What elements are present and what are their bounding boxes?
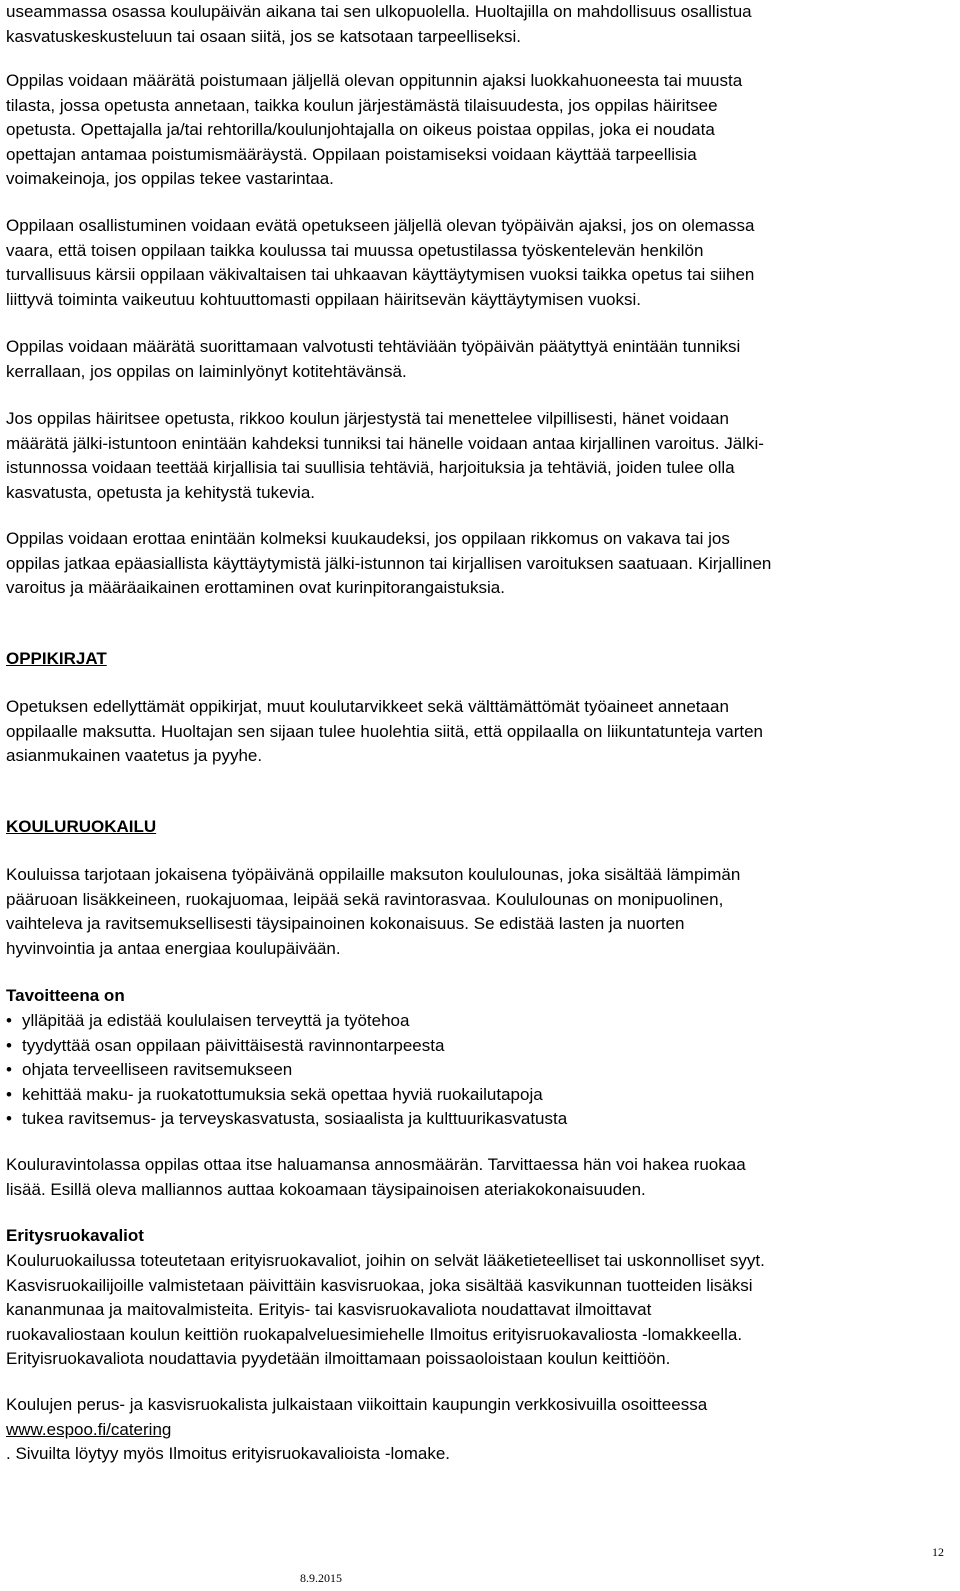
text-line: liittyvä toiminta vaikeutuu kohtuuttomasti oppilaan häiritsevän käyttäytymisen vuoksi. — [6, 289, 641, 309]
text-line: Kouluravintolassa oppilas ottaa itse haluamansa annosmäärän. Tarvittaessa hän voi hakea ruokaa — [6, 1155, 746, 1174]
bullet-icon: • — [6, 1109, 12, 1128]
text-line — [6, 1418, 946, 1467]
paragraph-suspension — [6, 527, 946, 601]
paragraph-school-lunch — [6, 863, 946, 961]
text-line: Erityisruokavaliota noudattavia pyydetään ilmoittamaan poissaoloistaan koulun keittiöön. — [6, 1349, 671, 1368]
list-item-text: tyydyttää osan oppilaan päivittäisestä ravinnontarpeesta — [22, 1035, 445, 1055]
section-heading-kouluruokailu: KOULURUOKAILU — [6, 817, 157, 836]
goals-list — [6, 1009, 946, 1132]
section-heading-oppikirjat: OPPIKIRJAT — [6, 649, 107, 668]
bullet-icon: • — [6, 1084, 12, 1104]
text-line: kananmunaa ja maitovalmisteita. Erityis- tai kasvisruokavaliota noudattavat ilmoittavat — [6, 1300, 652, 1319]
subheading-special-diets: Eritysruokavaliot — [6, 1226, 144, 1245]
text-line: hyvinvointia ja antaa energiaa koulupäivään. — [6, 938, 341, 958]
paragraph-special-diets — [6, 1249, 946, 1372]
text-line: oppilas jatkaa epäasiallista käyttäytymistä jälki-istunnon tai kirjallisen varoituksen saatuaan. Kirjallinen — [6, 553, 772, 573]
text-line: kasvatuskeskusteluun tai osaan siitä, jos se katsotaan tarpeelliseksi. — [6, 26, 521, 46]
text-line: varoitus ja määräaikainen erottaminen ovat kurinpitorangaistuksia. — [6, 578, 505, 597]
text-line: Kouluruokailussa toteutetaan erityisruokavaliot, joihin on selvät lääketieteelliset tai uskonnolliset syyt. — [6, 1251, 765, 1270]
text-line: Opetuksen edellyttämät oppikirjat, muut koulutarvikkeet sekä välttämättömät työaineet annetaan — [6, 697, 729, 716]
subheading-goals: Tavoitteena on — [6, 986, 125, 1005]
text-line: kerrallaan, jos oppilas on laiminlyönyt kotitehtävänsä. — [6, 361, 407, 381]
list-item — [6, 1083, 946, 1108]
text-line: lisää. Esillä oleva malliannos auttaa kokoamaan täysipainoisen ateriakokonaisuuden. — [6, 1179, 646, 1199]
text-line: pääruoan lisäkkeineen, ruokajuomaa, leipää sekä ravintorasvaa. Koululounas on monipuolinen, — [6, 889, 724, 909]
text-line: ruokavaliostaan koulun keittiön ruokapalveluesimiehelle Ilmoitus erityisruokavaliosta -lomakkeella. — [6, 1324, 743, 1344]
list-item-text: tukea ravitsemus- ja terveyskasvatusta, sosiaalista ja kulttuurikasvatusta — [22, 1109, 568, 1128]
footer-date: 8.9.2015 — [300, 1571, 342, 1585]
text-line: oppilaalle maksutta. Huoltajan sen sijaan tulee huolehtia siitä, että oppilaalla on liikuntatunteja varten — [6, 721, 763, 741]
text-line: istunnossa voidaan teettää kirjallisia tai suullisia tehtäviä, harjoituksia ja tehtäviä, joiden tulee olla — [6, 458, 735, 477]
text-line: Oppilas voidaan määrätä suorittamaan valvotusti tehtäviään työpäivän päätyttyä enintään tunniksi — [6, 337, 741, 356]
text-line: opettajan antamaa poistumismääräystä. Oppilaan poistamiseksi voidaan käyttää tarpeellisia — [6, 144, 697, 164]
paragraph-denial-of-participation — [6, 214, 946, 312]
bullet-icon: • — [6, 1060, 12, 1079]
list-item — [6, 1034, 946, 1059]
text-line: vaara, että toisen oppilaan taikka koulussa tai muussa opetustilassa työskentelevän henkilön — [6, 240, 704, 260]
paragraph-guardian-discussion — [6, 0, 946, 49]
catering-link[interactable]: www.espoo.fi/catering — [6, 1419, 172, 1439]
list-item — [6, 1107, 946, 1132]
text-line: Oppilas voidaan erottaa enintään kolmeksi kuukaudeksi, jos oppilaan rikkomus on vakava tai jos — [6, 529, 730, 548]
list-item-text: kehittää maku- ja ruokatottumuksia sekä opettaa hyviä ruokailutapoja — [22, 1084, 543, 1104]
text-line: useammassa osassa koulupäivän aikana tai sen ulkopuolella. Huoltajilla on mahdollisuus osallistua — [6, 2, 752, 21]
list-item — [6, 1009, 946, 1034]
text-fragment: . Sivuilta löytyy myös Ilmoitus erityisruokavalioista -lomake. — [6, 1444, 451, 1463]
list-item — [6, 1058, 946, 1083]
paragraph-portion — [6, 1153, 946, 1202]
text-line: opetusta. Opettajalla ja/tai rehtorilla/koulunjohtajalla on oikeus poistaa oppilas, joka ei noudata — [6, 120, 715, 139]
text-line: Kouluissa tarjotaan jokaisena työpäivänä oppilaille maksuton koululounas, joka sisältää lämpimän — [6, 865, 741, 884]
text-line: voimakeinoja, jos oppilas tekee vastarintaa. — [6, 169, 334, 188]
text-line: turvallisuus kärsii oppilaan väkivaltaisen tai uhkaavan käyttäytymisen vuoksi taikka opetus tai siihen — [6, 265, 755, 284]
text-line: tilasta, jossa opetusta annetaan, taikka koulun järjestämästä tilaisuudesta, jos oppilas häiritsee — [6, 95, 718, 115]
text-line: Koulujen perus- ja kasvisruokalista julkaistaan viikoittain kaupungin verkkosivuilla osoitteessa — [6, 1395, 708, 1414]
paragraph-supervised-homework — [6, 335, 946, 384]
bullet-icon: • — [6, 1035, 12, 1055]
page-number: 12 — [932, 1545, 944, 1559]
bullet-icon: • — [6, 1011, 12, 1030]
paragraph-menu — [6, 1393, 946, 1467]
text-line: Oppilaan osallistuminen voidaan evätä opetukseen jäljellä olevan työpäivän ajaksi, jos on olemassa — [6, 216, 755, 235]
text-line: vaihteleva ja ravitsemuksellisesti täysipainoinen kokonaisuus. Se edistää lasten ja nuorten — [6, 914, 685, 933]
text-line: kasvatusta, opetusta ja kehitystä tukevia. — [6, 482, 316, 502]
text-line: määrätä jälki-istuntoon enintään kahdeksi tunniksi tai hänelle voidaan antaa kirjallinen varoitus. Jälki- — [6, 433, 764, 453]
text-line: Oppilas voidaan määrätä poistumaan jäljellä olevan oppitunnin ajaksi luokkahuoneesta tai muusta — [6, 71, 743, 90]
list-item-text: ohjata terveelliseen ravitsemukseen — [22, 1060, 293, 1079]
text-line: asianmukainen vaatetus ja pyyhe. — [6, 746, 263, 765]
paragraph-detention — [6, 407, 946, 505]
text-line: Jos oppilas häiritsee opetusta, rikkoo koulun järjestystä tai menettelee vilpillisesti, hänet voidaan — [6, 409, 729, 428]
list-item-text: ylläpitää ja edistää koululaisen terveyttä ja työtehoa — [22, 1011, 410, 1030]
text-line: Kasvisruokailijoille valmistetaan päivittäin kasvisruokaa, joka sisältää kasvikunnan tuotteiden lisäksi — [6, 1275, 753, 1295]
paragraph-textbooks — [6, 695, 946, 769]
paragraph-removal-from-class — [6, 69, 946, 192]
